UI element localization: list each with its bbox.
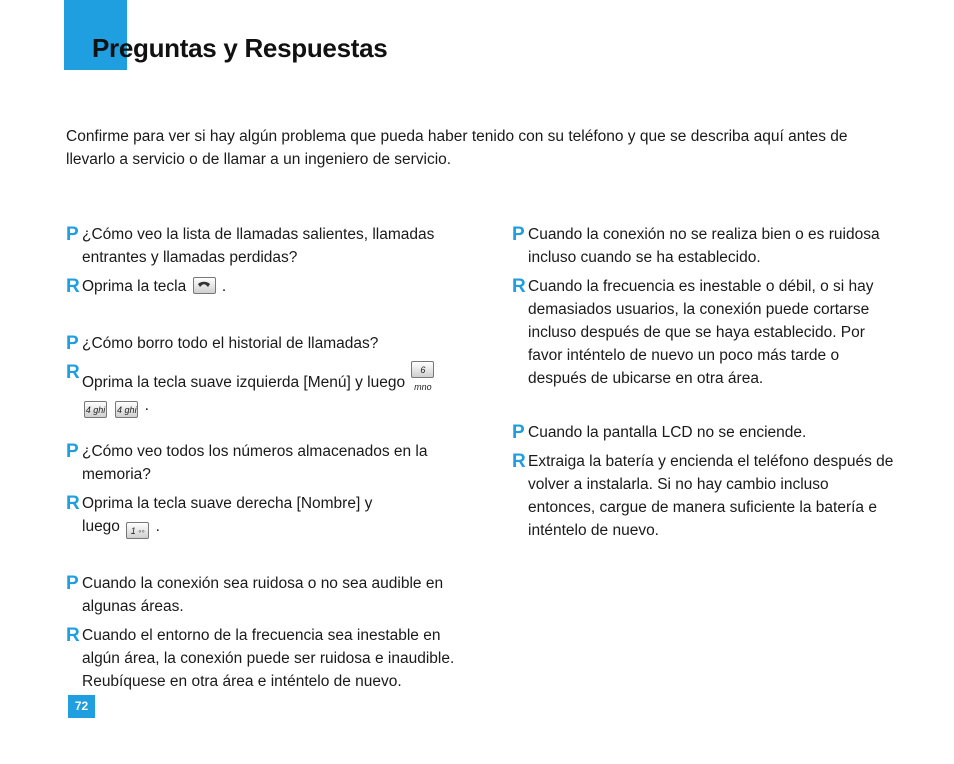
answer: R Cuando el entorno de la frecuencia sea inestable en algún área, la conexión puede ser ruidosa e inaudible. Reubíquese en otra área e inténtelo de nuevo.: [66, 625, 455, 690]
question: P Cuando la conexión sea ruidosa o no sea audible en algunas áreas.: [66, 573, 444, 615]
qa-right-1: [512, 223, 897, 396]
answer: R Oprima la tecla suave derecha [Nombre] y luego 1 ◦◦ .: [66, 492, 402, 539]
qa-left-3: [66, 440, 456, 545]
answer-mark: R: [512, 276, 526, 297]
page-number: 72: [68, 695, 95, 718]
answer-mark: R: [66, 362, 80, 383]
question: P Cuando la conexión no se realiza bien o es ruidosa incluso cuando se ha establecido.: [512, 224, 880, 266]
answer: R Oprima la tecla suave izquierda [Menú] y luego 6 mno 4 ghi 4 ghi .: [66, 361, 456, 418]
question: P Cuando la pantalla LCD no se enciende.: [512, 422, 807, 443]
question-mark: P: [512, 224, 525, 245]
question-mark: P: [512, 422, 525, 443]
answer-mark: R: [66, 493, 80, 514]
key-1-icon: 1 ◦◦: [126, 522, 149, 539]
key-6-icon: 6 mno: [411, 361, 434, 378]
question-mark: P: [66, 224, 79, 245]
intro-paragraph: Confirme para ver si hay algún problema que pueda haber tenido con su teléfono y que se describa aquí antes de llevarlo a servicio o de llamar a un ingeniero de servicio.: [66, 128, 848, 168]
question-mark: P: [66, 333, 79, 354]
qa-left-1: [66, 223, 456, 304]
key-4-icon: 4 ghi: [84, 401, 107, 418]
answer-mark: R: [66, 276, 80, 297]
question: P ¿Cómo veo la lista de llamadas salientes, llamadas entrantes y llamadas perdidas?: [66, 224, 435, 266]
question-mark: P: [66, 573, 79, 594]
question: P ¿Cómo veo todos los números almacenados en la memoria?: [66, 441, 428, 483]
qa-left-2: [66, 332, 456, 424]
key-4-icon: 4 ghi: [115, 401, 138, 418]
answer-mark: R: [66, 625, 80, 646]
question-mark: P: [66, 441, 79, 462]
answer: R Cuando la frecuencia es inestable o débil, o si hay demasiados usuarios, la conexión puede cortarse incluso después de que se haya establecido. Por favor inténtelo de nuevo un poco más tarde o después de ubicarse en otra área.: [512, 276, 874, 387]
answer: R Oprima la tecla .: [66, 276, 227, 297]
qa-left-4: [66, 572, 461, 699]
answer: R Extraiga la batería y encienda el teléfono después de volver a instalarla. Si no hay cambio incluso entonces, cargue de manera suficiente la batería e inténtelo de nuevo.: [512, 451, 894, 539]
send-key-icon: [193, 277, 216, 294]
page-title: Preguntas y Respuestas: [92, 33, 388, 63]
question: P ¿Cómo borro todo el historial de llamadas?: [66, 333, 379, 354]
qa-right-2: [512, 421, 897, 548]
answer-mark: R: [512, 451, 526, 472]
